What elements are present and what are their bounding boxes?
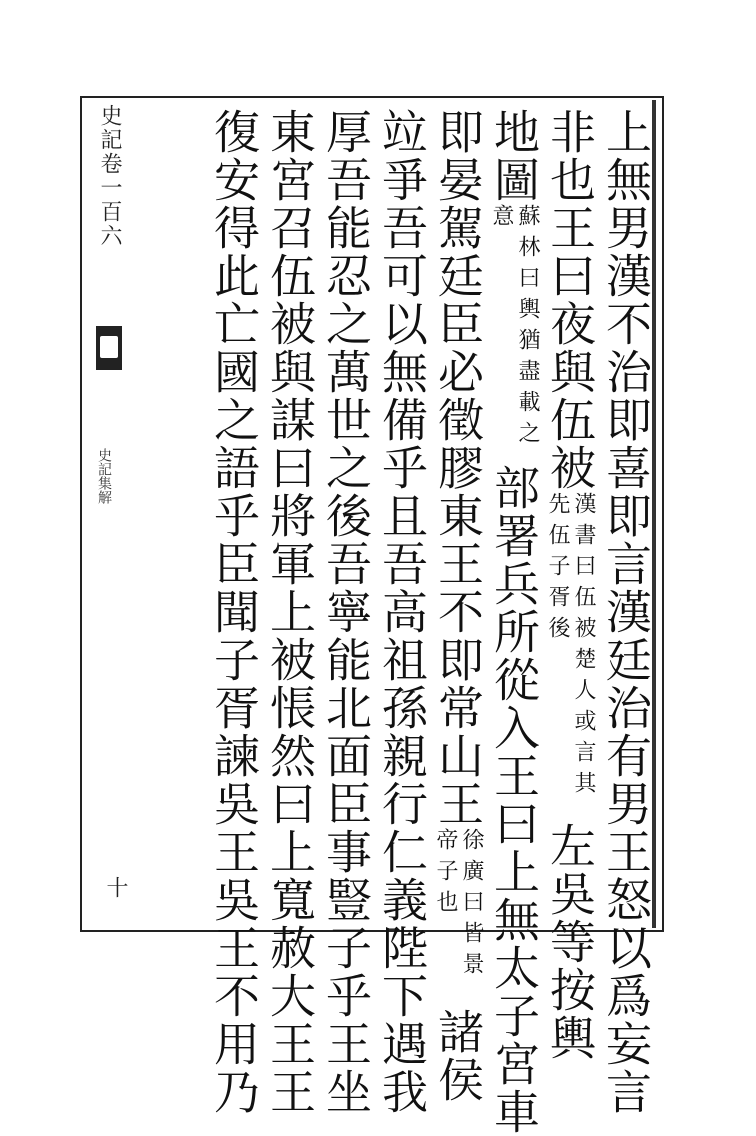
margin-book-title: 史記集解 [96, 448, 112, 504]
main-text: 即晏駕廷臣必徵膠東王不即常山王 [431, 108, 485, 828]
text-column-8: 復安得此亡國之語乎臣聞子胥諫吳王吳王不用乃 [207, 108, 261, 1116]
page-number: 十 [103, 876, 128, 898]
margin-chapter-label: 史記卷一百六 [97, 104, 122, 248]
main-text: 地圖 [487, 108, 541, 204]
text-columns [132, 108, 653, 1136]
text-column-4 [431, 108, 485, 1104]
text-column-5: 竝爭吾可以無備乎且吾高祖孫親行仁義陛下遇我 [375, 108, 429, 1116]
fishtail-mark [96, 326, 122, 370]
text-column-3 [487, 108, 541, 1136]
main-text: 諸侯 [431, 1008, 485, 1104]
main-text: 左吳等按輿 [543, 822, 597, 1062]
text-column-2 [543, 108, 597, 1062]
commentary-note: 漢書曰伍被楚人或言其先伍子胥後 [545, 492, 596, 802]
main-text: 非也王曰夜與伍被 [543, 108, 597, 492]
text-column-1: 上無男漢不治即喜即言漢廷治有男王怒以爲妄言 [599, 108, 653, 1116]
text-column-6: 厚吾能忍之萬世之後吾寧能北面臣事豎子乎王坐 [319, 108, 373, 1116]
main-text: 部署兵所從入王曰上無太子宮車 [487, 464, 541, 1136]
commentary-note: 徐廣曰皆景帝子也 [433, 828, 484, 983]
commentary-note: 蘇林曰輿猶盡載之意 [489, 204, 540, 452]
text-column-7: 東宮召伍被與謀曰將軍上被悵然曰上寬赦大王王 [263, 108, 317, 1116]
